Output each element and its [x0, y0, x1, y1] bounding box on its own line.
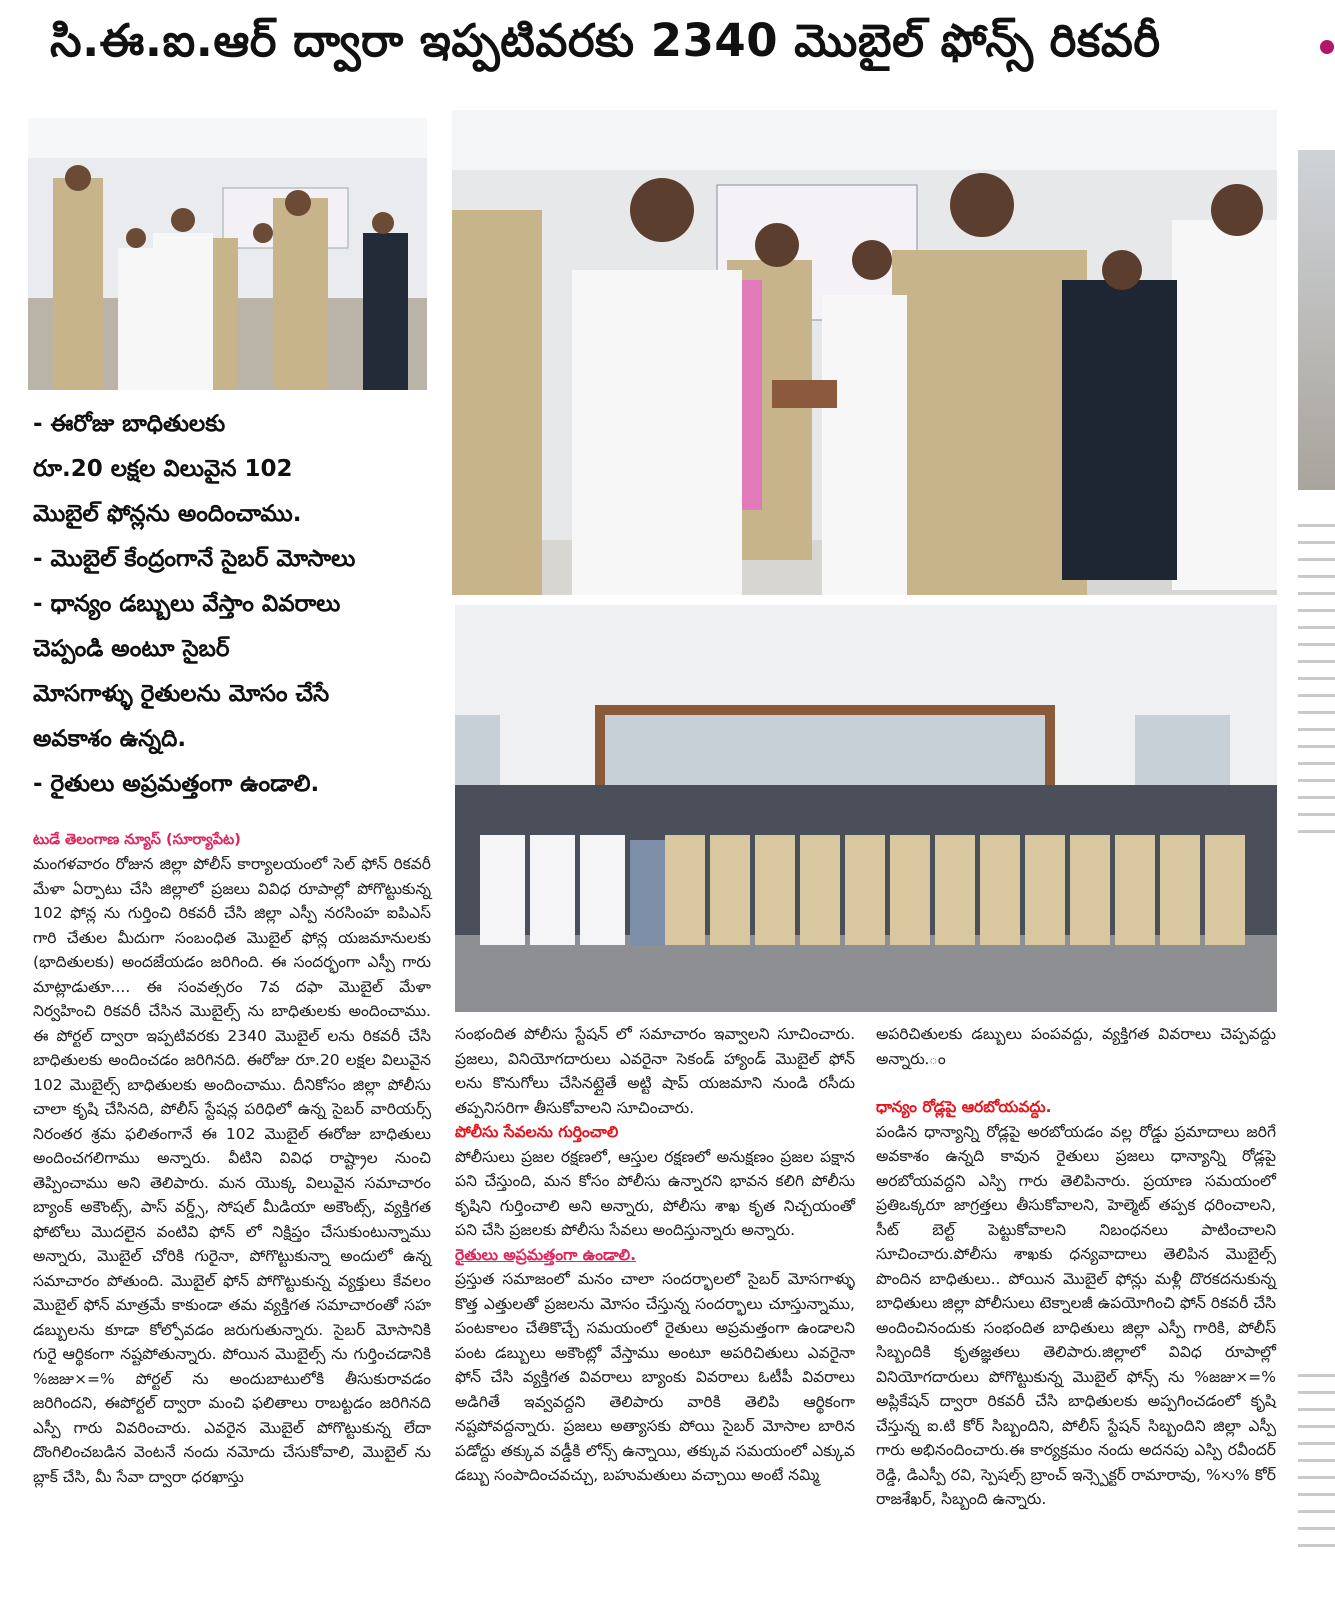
adjacent-photo-edge [1298, 150, 1335, 490]
bullet-line: - ధాన్యం డబ్బులు వేస్తాం వివరాలు [33, 591, 341, 617]
bullet-line: - ఈరోజు బాధితులకు [33, 411, 226, 437]
bullet-line: అవకాశం ఉన్నది. [33, 726, 187, 752]
photo-group [455, 605, 1277, 1012]
bullet-line: మొబైల్ ఫోన్లను అందించాము. [33, 501, 302, 527]
dateline: టుడే తెలంగాణ న్యూస్ (సూర్యాపేట) [33, 832, 241, 848]
bullet-line: - రైతులు అప్రమత్తంగా ఉండాలి. [33, 771, 320, 797]
article-column-1 [33, 828, 431, 1489]
adjacent-text-edge [1298, 510, 1335, 840]
article-paragraph: అపరిచితులకు డబ్బులు పంపవద్దు, వ్యక్తిగత వివరాలు చెప్పవద్దు అన్నారు.ం [876, 1025, 1276, 1068]
article-paragraph: పోలీసులు ప్రజల రక్షణలో, ఆస్తుల రక్షణలో అనుక్షణం ప్రజల పక్షాన పని చేస్తుంది, మన కోసం పోలీసు ఉన్నారని భావన కలిగి పోలీసు కృషిని గుర్తించాలి అని అన్నారు, పోలీసు శాఖ కృత నిచ్చయంతో పని చేసి ప్రజలకు పోలీసు సేవలు అందిస్తున్నారు అన్నారు. [455, 1147, 855, 1239]
adjacent-article-edge [1298, 0, 1335, 1604]
article-paragraph: ప్రస్తుత సమాజంలో మనం చాలా సందర్భాలలో సైబర్ మోసగాళ్ళు కొత్త ఎత్తులతో ప్రజలను మోసం చేస్తున్న సందర్భాలు చూస్తున్నాము, పంటకాలం చేతికొచ్చే సమయంలో రైతులు అప్రమత్తంగా ఉండాలని పంట డబ్బులు అకౌంట్లో వేస్తాము అంటూ అపరిచితులు ఎవరైనా ఫోన్ చేసి వ్యక్తిగత వివరాలు బ్యాంకు వివరాలు ఓటీపీ వివరాలు అడిగితే ఇవ్వవద్దని తెలిపారు వారికి తెలిపి ఆర్థికంగా నష్టపోవద్దన్నారు. ప్రజలు అత్యాసకు పోయి సైబర్ మోసాల బారిన పడోద్దు తక్కువ వడ్డీకి లోన్స్ ఉన్నాయి, తక్కువ సమయంలో ఎక్కువ డబ్బు సంపాదించవచ్చు, బహుమతులు వచ్చాయి అంటే నమ్మి [455, 1270, 855, 1484]
article-paragraph: సంభందిత పోలీసు స్టేషన్ లో సమాచారం ఇవ్వాలని సూచించారు. ప్రజలు, వినియోగదారులు ఎవరైనా సెకండ్ హ్యాండ్ మొబైల్ ఫోన్ లను కొనుగోలు చేసినట్లైతే అట్టి షాప్ యజమాని నుండి రసీదు తప్పనిసరిగా తీసుకోవాలని సూచించారు. [455, 1025, 855, 1117]
article-paragraph: మంగళవారం రోజున జిల్లా పోలీస్ కార్యాలయంలో సెల్ ఫోన్ రికవరీ మేళా ఏర్పాటు చేసి జిల్లాలో ప్రజలు వివిధ రూపాల్లో పోగొట్టుకున్న 102 ఫోన్ల ను గుర్తించి రికవరీ చేసి జిల్లా ఎస్పీ నరసింహ ఐపిఎస్ గారి చేతుల మీదుగా సంబంధిత మొబైల్ ఫోన్ల యజమానులకు (భాదితులకు) అందజేయడం జరిగింది. ఈ సందర్భంగా ఎస్పీ గారు మాట్లాడుతూ.... ఈ సంవత్సరం 7వ దఫా మొబైల్ మేళా నిర్వహించి రికవరీ చేసిన మొబైల్స్ ను బాధితులకు అందించాము. ఈ పోర్టల్ ద్వారా ఇప్పటివరకు 2340 మొబైల్ లను రికవరీ చేసి బాధితులకు అందించడం జరిగినది. ఈరోజు రూ.20 లక్షల విలువైన 102 మొబైల్స్ బాధితులకు అందించాము. దీనికోసం జిల్లా పోలీసు చాలా కృషి చేసినది, పోలీస్ స్టేషన్ల పరిధిలో ఉన్న సైబర్ వారియర్స్ నిరంతర శ్రమ ఫలితంగానే ఈ 102 మొబైల్ ఈరోజు బాధితులు అందించగలిగాము అన్నారు. వీటిని వివిధ రాష్ట్రాల నుంచి తెప్పించాము అని తెలిపారు. మన యొక్క విలువైన సమాచారం బ్యాంక్ అకౌంట్స్, పాస్ వర్డ్స్, సోషల్ మీడియా అకౌంట్స్, వ్యక్తిగత ఫోటోలు మొదలైన వంటివి ఫోన్ లో నిక్షిప్తం చేసుకుంటున్నాము అన్నారు, మొబైల్ చోరికి గురైనా, పోగొట్టుకున్నా అందులో ఉన్న సమాచారం పోతుంది. మొబైల్ ఫోన్ పోగొట్టుకున్న వ్యక్తులు కేవలం మొబైల్ ఫోన్ మాత్రమే కాకుండా తమ వ్యక్తిగత సమాచారంతో సహ డబ్బులను కూడా కోల్పోవడం జరుగుతున్నారు. సైబర్ మోసానికి గురై ఆర్థికంగా నష్టపోతున్నారు. పోయిన మొబైల్స్ ను గుర్తించడానికి %జజు×=% పోర్టల్ ను అందుబాటులోకి తీసుకురావడం జరిగిందని, ఈపోర్టల్ ద్వారా మంచి ఫలితాలు రాబట్టడం జరిగినది ఎస్పీ గారు వివరించారు. ఎవరైన మొబైల్ పోగొట్టుకున్న లేదా దొంగిలించబడిన వెంటనే నందు నమోదు చేసుకోవాలి, మొబైల్ ను బ్లాక్ చేసి, మీ సేవా ద్వారా ధరఖాస్తు [33, 855, 431, 1486]
photo-phone-handover-small [28, 118, 427, 390]
photo-phone-handover-large [452, 110, 1277, 595]
decorative-dot [1320, 40, 1334, 54]
subheading-farmers-alert: రైతులు అప్రమత్తంగా ఉండాలి. [455, 1245, 637, 1264]
subheading-grain-on-roads: ధాన్యం రోడ్లపై ఆరబోయవద్దు. [876, 1098, 1052, 1116]
bullet-line: - మొబైల్ కేంద్రంగానే సైబర్ మోసాలు [33, 546, 356, 572]
bullet-line: రూ.20 లక్షల విలువైన 102 [33, 456, 293, 482]
article-column-3 [876, 1022, 1276, 1512]
subheading-police-services: పోలీసు సేవలను గుర్తించాలి [455, 1123, 619, 1141]
bullet-line: మోసగాళ్ళు రైతులను మోసం చేసే [33, 681, 330, 707]
bullet-line: చెప్పండి అంటూ సైబర్ [33, 636, 230, 662]
highlight-bullets [33, 402, 443, 807]
headline: సి.ఈ.ఐ.ఆర్ ద్వారా ఇప్పటివరకు 2340 మొబైల్ ఫోన్స్ రికవరీ [50, 14, 1161, 67]
article-paragraph: పండిన ధాన్యాన్ని రోడ్లపై అరబోయడం వల్ల రోడ్డు ప్రమాదాలు జరిగే అవకాశం ఉన్నది కావున రైతులు ప్రజలు ధాన్యాన్ని రోడ్లపై అరబోయవద్దని ఎస్పి గారు తెలిపినారు. ప్రయాణ సమయంలో ప్రతిఒక్కరూ జాగ్రత్తలు తీసుకోవాలని, హెల్మెట్ తప్పక ధరించాలని, సీట్ బెల్ట్ పెట్టుకోవాలని నిబంధనలు పాటించాలని సూచించారు.పోలీసు శాఖకు ధన్యవాదాలు తెలిపిన మొబైల్స్ పొందిన బాధితులు.. పోయిన మొబైల్ ఫోన్లు మళ్లీ దొరకదనుకున్న బాధితులు జిల్లా పోలీసులు టెక్నాలజీ ఉపయోగించి ఫోన్ రికవరీ చేసి అందించినందుకు సంభందిత బాధితులు జిల్లా ఎస్పీ గారికి, పోలీస్ సిబ్బందికి కృతజ్ఞతలు తెలిపారు.జిల్లాలో వివిధ రూపాల్లో వినియోగదారులు పోగొట్టుకున్న మొబైల్ ఫోన్స్ ను %జజు×=% అప్లికేషన్ ద్వారా రికవరీ చేసి బాధితులకు అప్పగించడంలో కృషి చేస్తున్న ఐ.టి కోర్ సిబ్బందిని, పోలీస్ స్టేషన్ సిబ్బందిని జిల్లా ఎస్పీ గారు అభినందించారు.ఈ కార్యక్రమం నందు అదనపు ఎస్పి రవీందర్ రెడ్డి, డిఎస్పీ రవి, స్పెషల్స్ బ్రాంచ్ ఇన్స్పెక్టర్ రామారావు, %×ు% కోర్ రాజశేఖర్, సిబ్బంది ఉన్నారు. [876, 1122, 1276, 1508]
article-column-2 [455, 1022, 855, 1488]
adjacent-text-edge [1298, 1360, 1335, 1560]
